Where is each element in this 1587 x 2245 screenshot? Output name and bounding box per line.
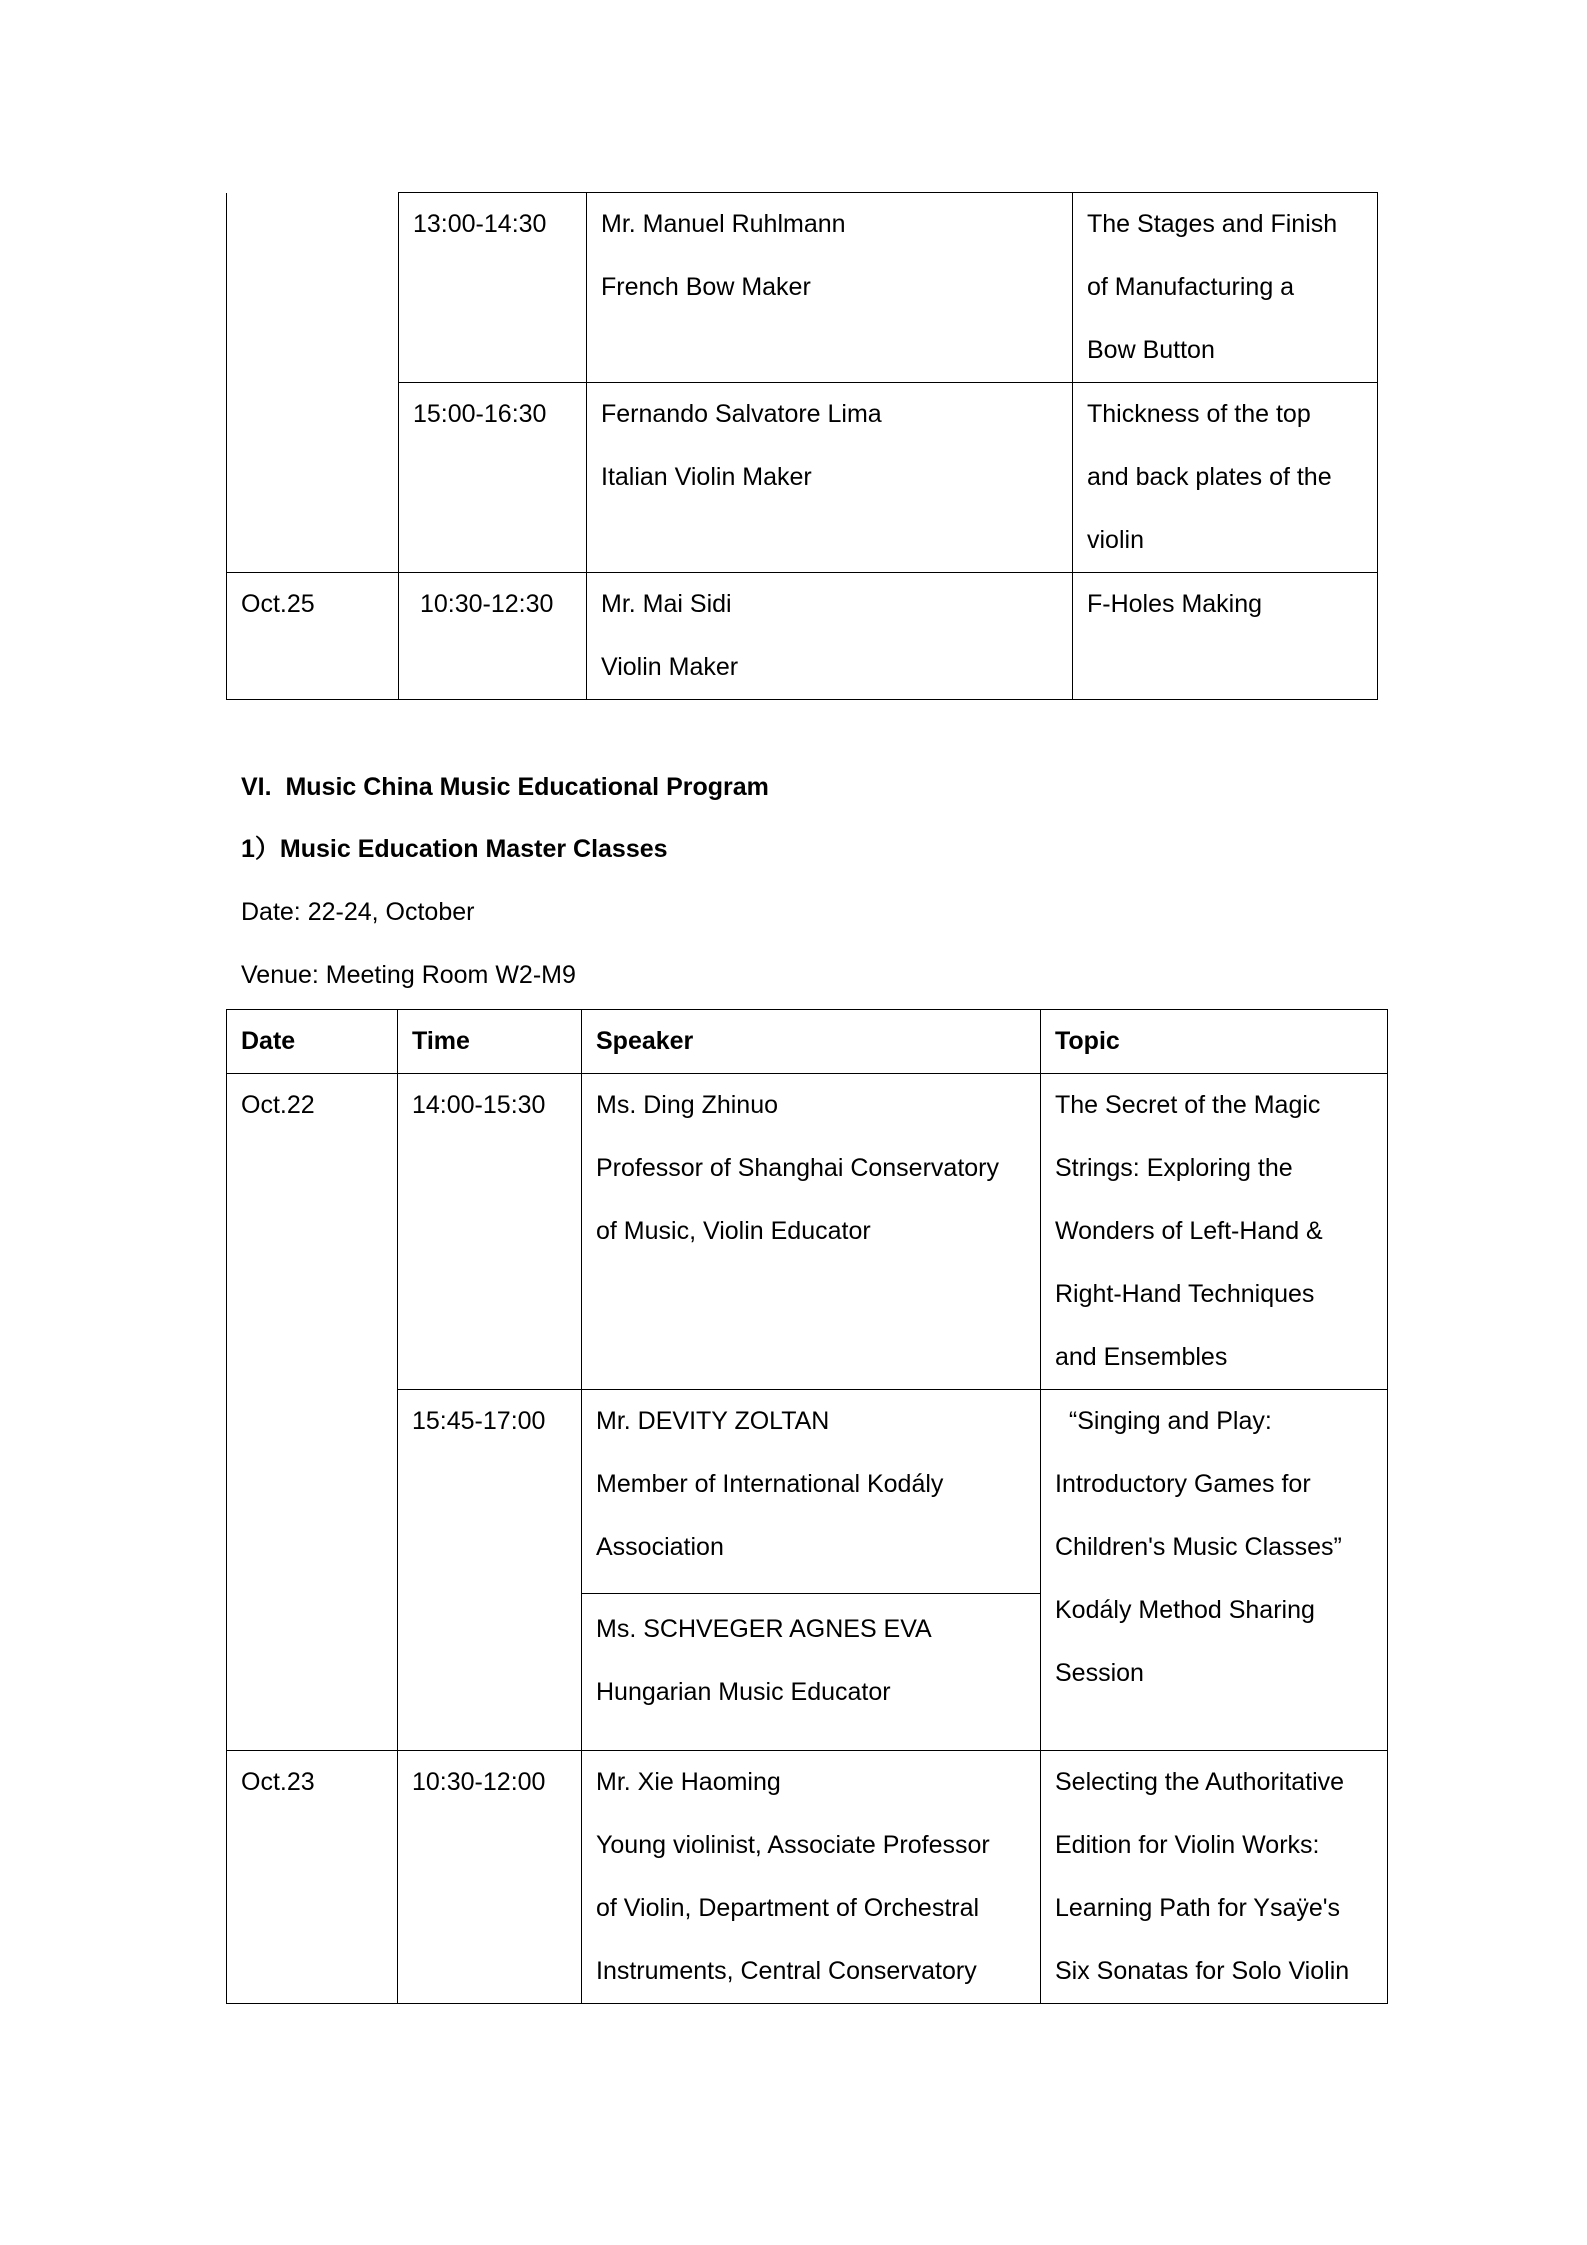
date-cell: Oct.25 <box>227 573 399 700</box>
speaker-name: Ms. Ding Zhinuo <box>596 1091 779 1119</box>
master-classes-table <box>226 1009 1388 2004</box>
speaker-cell <box>587 193 1073 383</box>
speaker-name: Mr. Mai Sidi <box>601 590 732 618</box>
speaker-name: Fernando Salvatore Lima <box>601 400 882 428</box>
luthier-lectures-table <box>226 192 1378 700</box>
speaker-title: French Bow Maker <box>601 273 811 301</box>
speaker-cell <box>587 383 1073 573</box>
speaker-entry <box>582 1390 1040 1593</box>
speaker-title: Member of International Kodály <box>596 1470 944 1498</box>
speaker-name: Mr. Xie Haoming <box>596 1768 781 1796</box>
date-cell <box>227 193 399 573</box>
time-cell: 14:00-15:30 <box>398 1074 582 1390</box>
column-header-topic: Topic <box>1041 1010 1388 1074</box>
table-row <box>227 1390 1388 1751</box>
date-cell: Oct.22 <box>227 1074 398 1751</box>
speaker-cell <box>582 1751 1041 2004</box>
table-row <box>227 193 1378 383</box>
speaker-name: Mr. DEVITY ZOLTAN <box>596 1407 830 1435</box>
subsection-heading: 1）Music Education Master Classes <box>241 835 668 863</box>
topic-cell: The Secret of the Magic Strings: Exploring the Wonders of Left-Hand & Right-Hand Techniques and Ensembles <box>1041 1074 1388 1390</box>
speaker-title: Violin Maker <box>601 653 739 681</box>
table-header-row <box>227 1010 1388 1074</box>
speaker-title: of Music, Violin Educator <box>596 1217 871 1245</box>
speaker-cell <box>582 1074 1041 1390</box>
topic-cell: “Singing and Play: Introductory Games for Children's Music Classes” Kodály Method Sharing Session <box>1041 1390 1388 1751</box>
speaker-name: Ms. SCHVEGER AGNES EVA <box>596 1615 932 1643</box>
speaker-title: Young violinist, Associate Professor <box>596 1831 990 1859</box>
event-date: Date: 22-24, October <box>241 898 475 926</box>
speaker-title: Italian Violin Maker <box>601 463 812 491</box>
speaker-title: Professor of Shanghai Conservatory <box>596 1154 999 1182</box>
event-venue: Venue: Meeting Room W2-M9 <box>241 961 576 989</box>
table-row <box>227 573 1378 700</box>
column-header-date: Date <box>227 1010 398 1074</box>
column-header-speaker: Speaker <box>582 1010 1041 1074</box>
table-row <box>227 1751 1388 2004</box>
time-cell: 10:30-12:00 <box>398 1751 582 2004</box>
topic-cell: Thickness of the top and back plates of the violin <box>1073 383 1378 573</box>
speaker-title: Association <box>596 1533 724 1561</box>
time-cell: 15:45-17:00 <box>398 1390 582 1751</box>
speaker-title: of Violin, Department of Orchestral <box>596 1894 980 1922</box>
topic-cell: Selecting the Authoritative Edition for Violin Works: Learning Path for Ysaÿe's Six Sonatas for Solo Violin <box>1041 1751 1388 2004</box>
speaker-title: Hungarian Music Educator <box>596 1678 891 1706</box>
table-row <box>227 1074 1388 1390</box>
section-heading: VI. Music China Music Educational Program <box>241 773 769 801</box>
speaker-entry <box>582 1593 1040 1750</box>
table-row <box>227 383 1378 573</box>
speaker-title: Instruments, Central Conservatory <box>596 1957 977 1985</box>
date-cell: Oct.23 <box>227 1751 398 2004</box>
topic-cell: F-Holes Making <box>1073 573 1378 700</box>
speaker-cell <box>582 1390 1041 1751</box>
time-cell: 10:30-12:30 <box>399 573 587 700</box>
topic-cell: The Stages and Finish of Manufacturing a Bow Button <box>1073 193 1378 383</box>
time-cell: 13:00-14:30 <box>399 193 587 383</box>
column-header-time: Time <box>398 1010 582 1074</box>
time-cell: 15:00-16:30 <box>399 383 587 573</box>
speaker-cell <box>587 573 1073 700</box>
speaker-name: Mr. Manuel Ruhlmann <box>601 210 846 238</box>
